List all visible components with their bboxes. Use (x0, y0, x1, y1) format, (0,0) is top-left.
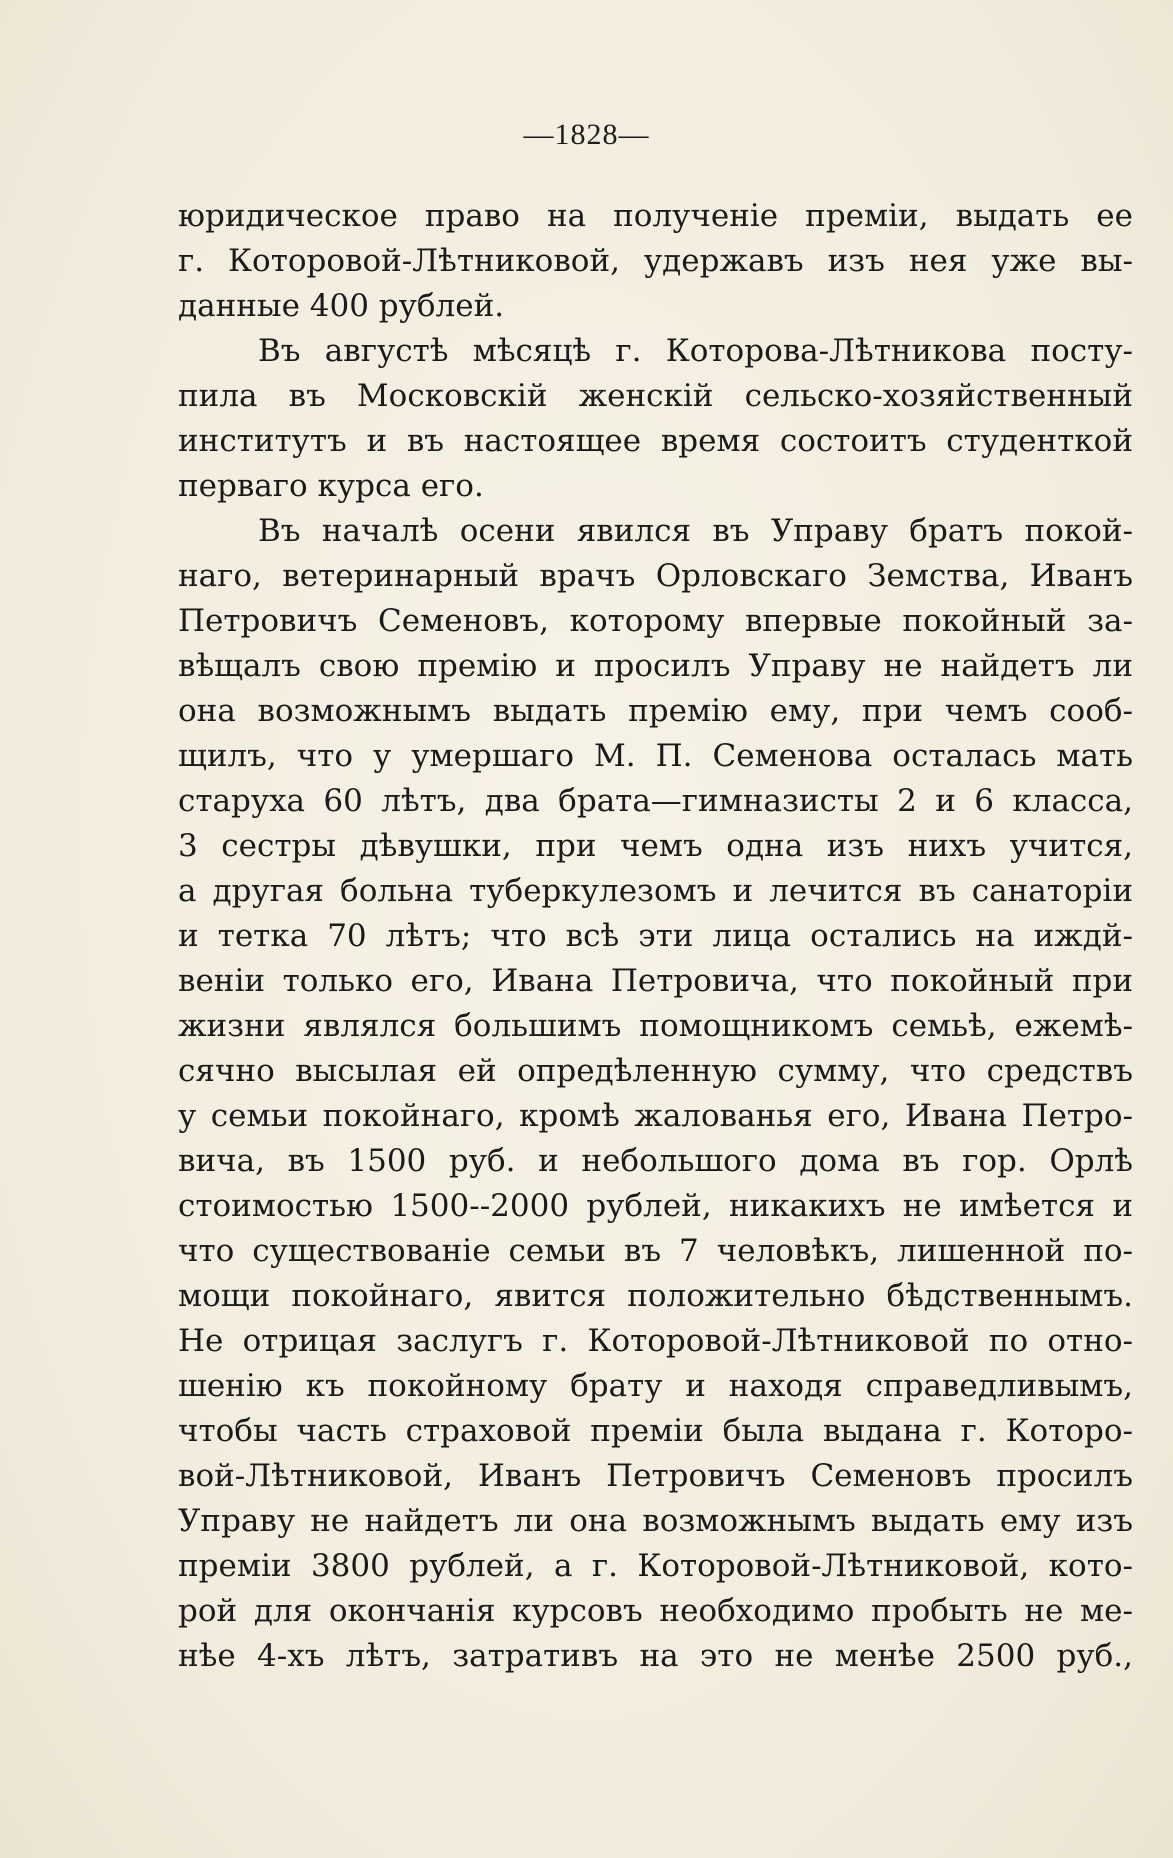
text-line: стоимостью 1500--2000 рублей, никакихъ не имѣется и (178, 1188, 1133, 1224)
text-line: Управу не найдетъ ли она возможнымъ выдать ему изъ (178, 1503, 1133, 1539)
body-text (178, 194, 1133, 1679)
text-line: наго, ветеринарный врачъ Орловскаго Земства, Иванъ (178, 558, 1133, 594)
text-line: вой-Лѣтниковой, Иванъ Петровичъ Семеновъ просилъ (178, 1458, 1133, 1494)
text-line: вѣщалъ свою премію и просилъ Управу не найдетъ ли (178, 648, 1133, 684)
text-line: Въ августѣ мѣсяцѣ г. Которова-Лѣтникова посту- (258, 333, 1133, 369)
text-line: нѣе 4-хъ лѣтъ, затративъ на это не менѣе 2500 руб., (178, 1638, 1133, 1674)
text-line: Въ началѣ осени явился въ Управу братъ покой- (258, 513, 1133, 549)
text-line: рой для окончанія курсовъ необходимо пробыть не ме- (178, 1593, 1133, 1629)
text-line: а другая больна туберкулезомъ и лечится въ санаторіи (178, 873, 1133, 909)
text-line: институтъ и въ настоящее время состоитъ студенткой (178, 423, 1133, 459)
text-line: чтобы часть страховой преміи была выдана г. Которо- (178, 1413, 1133, 1449)
text-line: шенію къ покойному брату и находя справедливымъ, (178, 1368, 1133, 1404)
page-number: —1828— (523, 118, 650, 151)
text-line: что существованіе семьи въ 7 человѣкъ, лишенной по- (178, 1233, 1133, 1269)
text-line: данные 400 рублей. (178, 288, 505, 324)
text-line: Не отрицая заслугъ г. Которовой-Лѣтниковой по отно- (178, 1323, 1133, 1359)
text-line: Петровичъ Семеновъ, которому впервые покойный за- (178, 603, 1133, 639)
text-line: и тетка 70 лѣтъ; что всѣ эти лица остались на иждй- (178, 918, 1133, 954)
text-line: вича, въ 1500 руб. и небольшого дома въ гор. Орлѣ (178, 1143, 1133, 1179)
text-line: старуха 60 лѣтъ, два брата—гимназисты 2 и 6 класса, (178, 783, 1133, 819)
text-line: мощи покойнаго, явится положительно бѣдственнымъ. (178, 1278, 1133, 1314)
text-line: жизни являлся большимъ помощникомъ семьѣ, ежемѣ- (178, 1008, 1133, 1044)
text-line: веніи только его, Ивана Петровича, что покойный при (178, 963, 1133, 999)
text-line: она возможнымъ выдать премію ему, при чемъ сооб- (178, 693, 1133, 729)
text-line: г. Которовой-Лѣтниковой, удержавъ изъ нея уже вы- (178, 243, 1133, 279)
text-line: пила въ Московскій женскій сельско-хозяйственный (178, 378, 1133, 414)
text-line: 3 сестры дѣвушки, при чемъ одна изъ нихъ учится, (178, 828, 1133, 864)
text-line: щилъ, что у умершаго М. П. Семенова осталась мать (178, 738, 1133, 774)
text-line: перваго курса его. (178, 468, 484, 504)
text-line: сячно высылая ей опредѣленную сумму, что средствъ (178, 1053, 1133, 1089)
text-line: у семьи покойнаго, кромѣ жалованья его, Ивана Петро- (178, 1098, 1133, 1134)
text-line: юридическое право на полученіе преміи, выдать ее (178, 198, 1133, 234)
text-line: преміи 3800 рублей, а г. Которовой-Лѣтниковой, кото- (178, 1548, 1133, 1584)
